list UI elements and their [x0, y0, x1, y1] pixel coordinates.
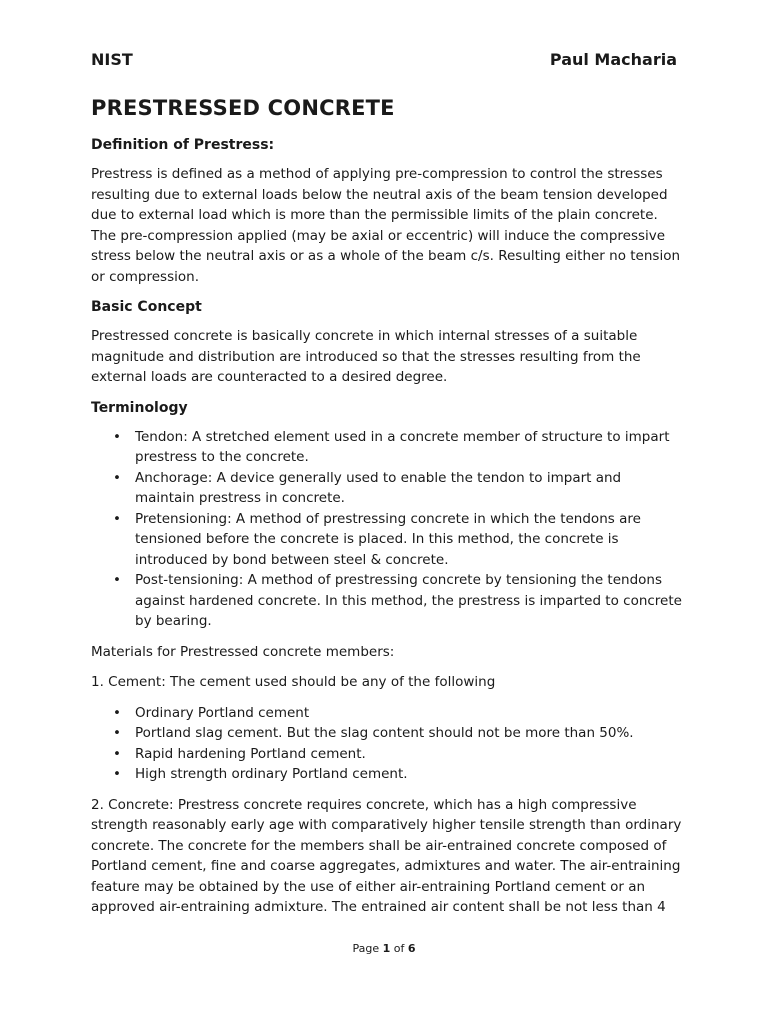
- document-title: PRESTRESSED CONCRETE: [91, 96, 395, 120]
- page-footer: [0, 942, 768, 955]
- materials-intro: Materials for Prestressed concrete members:: [91, 643, 395, 660]
- basic-concept-heading: Basic Concept: [91, 299, 202, 315]
- cement-item: High strength ordinary Portland cement.: [135, 766, 408, 782]
- concrete-text: 2. Concrete: Prestress concrete requires concrete, which has a high compressive strength reasonably early age with comparatively higher tensile strength than ordinary concrete. The concrete for the members shall be air-entrained concrete composed of Portland cement, fine and coarse aggregates, admixtures and water. The air-entraining feature may be obtained by the use of either air-entraining Portland cement or an approved air-entraining admixture. The entrained air content shall be not less than 4: [91, 796, 682, 915]
- terminology-item-tendon: Tendon: A stretched element used in a concrete member of structure to impart prestress to the concrete.: [135, 428, 670, 465]
- cement-item: Portland slag cement. But the slag content should not be more than 50%.: [135, 725, 634, 741]
- bullet-icon: •: [113, 572, 121, 588]
- cement-item: Rapid hardening Portland cement.: [135, 745, 366, 762]
- bullet-icon: •: [113, 469, 121, 486]
- header-author: Paul Macharia: [549, 49, 677, 69]
- list-item: [113, 427, 683, 468]
- bullet-icon: •: [113, 510, 121, 527]
- bullet-icon: •: [113, 745, 121, 762]
- list-item: [113, 703, 683, 724]
- page-content: [91, 94, 683, 928]
- list-item: [113, 509, 683, 571]
- list-item: [113, 744, 683, 765]
- bullet-icon: •: [113, 725, 121, 741]
- footer-page-total: 6: [407, 942, 416, 955]
- header-organization: NIST: [91, 49, 133, 69]
- list-item: [113, 764, 683, 785]
- footer-page-number: 1: [382, 942, 391, 955]
- definition-heading: Definition of Prestress:: [91, 137, 275, 153]
- terminology-heading: Terminology: [91, 399, 188, 416]
- list-item: [113, 468, 683, 509]
- terminology-item-pretensioning: Pretensioning: A method of prestressing concrete in which the tendons are tensioned before the concrete is placed. In this method, the concrete is introduced by bond between steel & concrete.: [135, 510, 641, 568]
- terminology-item-anchorage: Anchorage: A device generally used to enable the tendon to impart and maintain prestress in concrete.: [135, 469, 622, 506]
- page-header: [91, 47, 677, 71]
- terminology-item-post-tensioning: Post-tensioning: A method of prestressing concrete by tensioning the tendons against hardened concrete. In this method, the prestress is imparted to concrete by bearing.: [135, 572, 682, 629]
- list-item: [113, 570, 683, 632]
- bullet-icon: •: [113, 766, 121, 782]
- bullet-icon: •: [113, 428, 121, 445]
- terminology-list: [91, 427, 683, 632]
- cement-intro: 1. Cement: The cement used should be any of the following: [91, 674, 496, 690]
- bullet-icon: •: [113, 704, 121, 721]
- basic-concept-text: Prestressed concrete is basically concrete in which internal stresses of a suitable magnitude and distribution are introduced so that the stresses resulting from the external loads are counteracted to a desired degree.: [91, 328, 641, 385]
- cement-item: Ordinary Portland cement: [135, 704, 310, 721]
- footer-of-label: of: [393, 942, 405, 955]
- definition-text: Prestress is defined as a method of applying pre-compression to control the stresses resulting due to external loads below the neutral axis of the beam tension developed due to external load which is more than the permissible limits of the plain concrete. The pre-compression applied (may be axial or eccentric) will induce the compressive stress below the neutral axis or as a whole of the beam c/s. Resulting either no tension or compression.: [91, 166, 681, 285]
- footer-page-label: Page: [352, 942, 380, 955]
- cement-list: [91, 703, 683, 785]
- list-item: [113, 723, 683, 744]
